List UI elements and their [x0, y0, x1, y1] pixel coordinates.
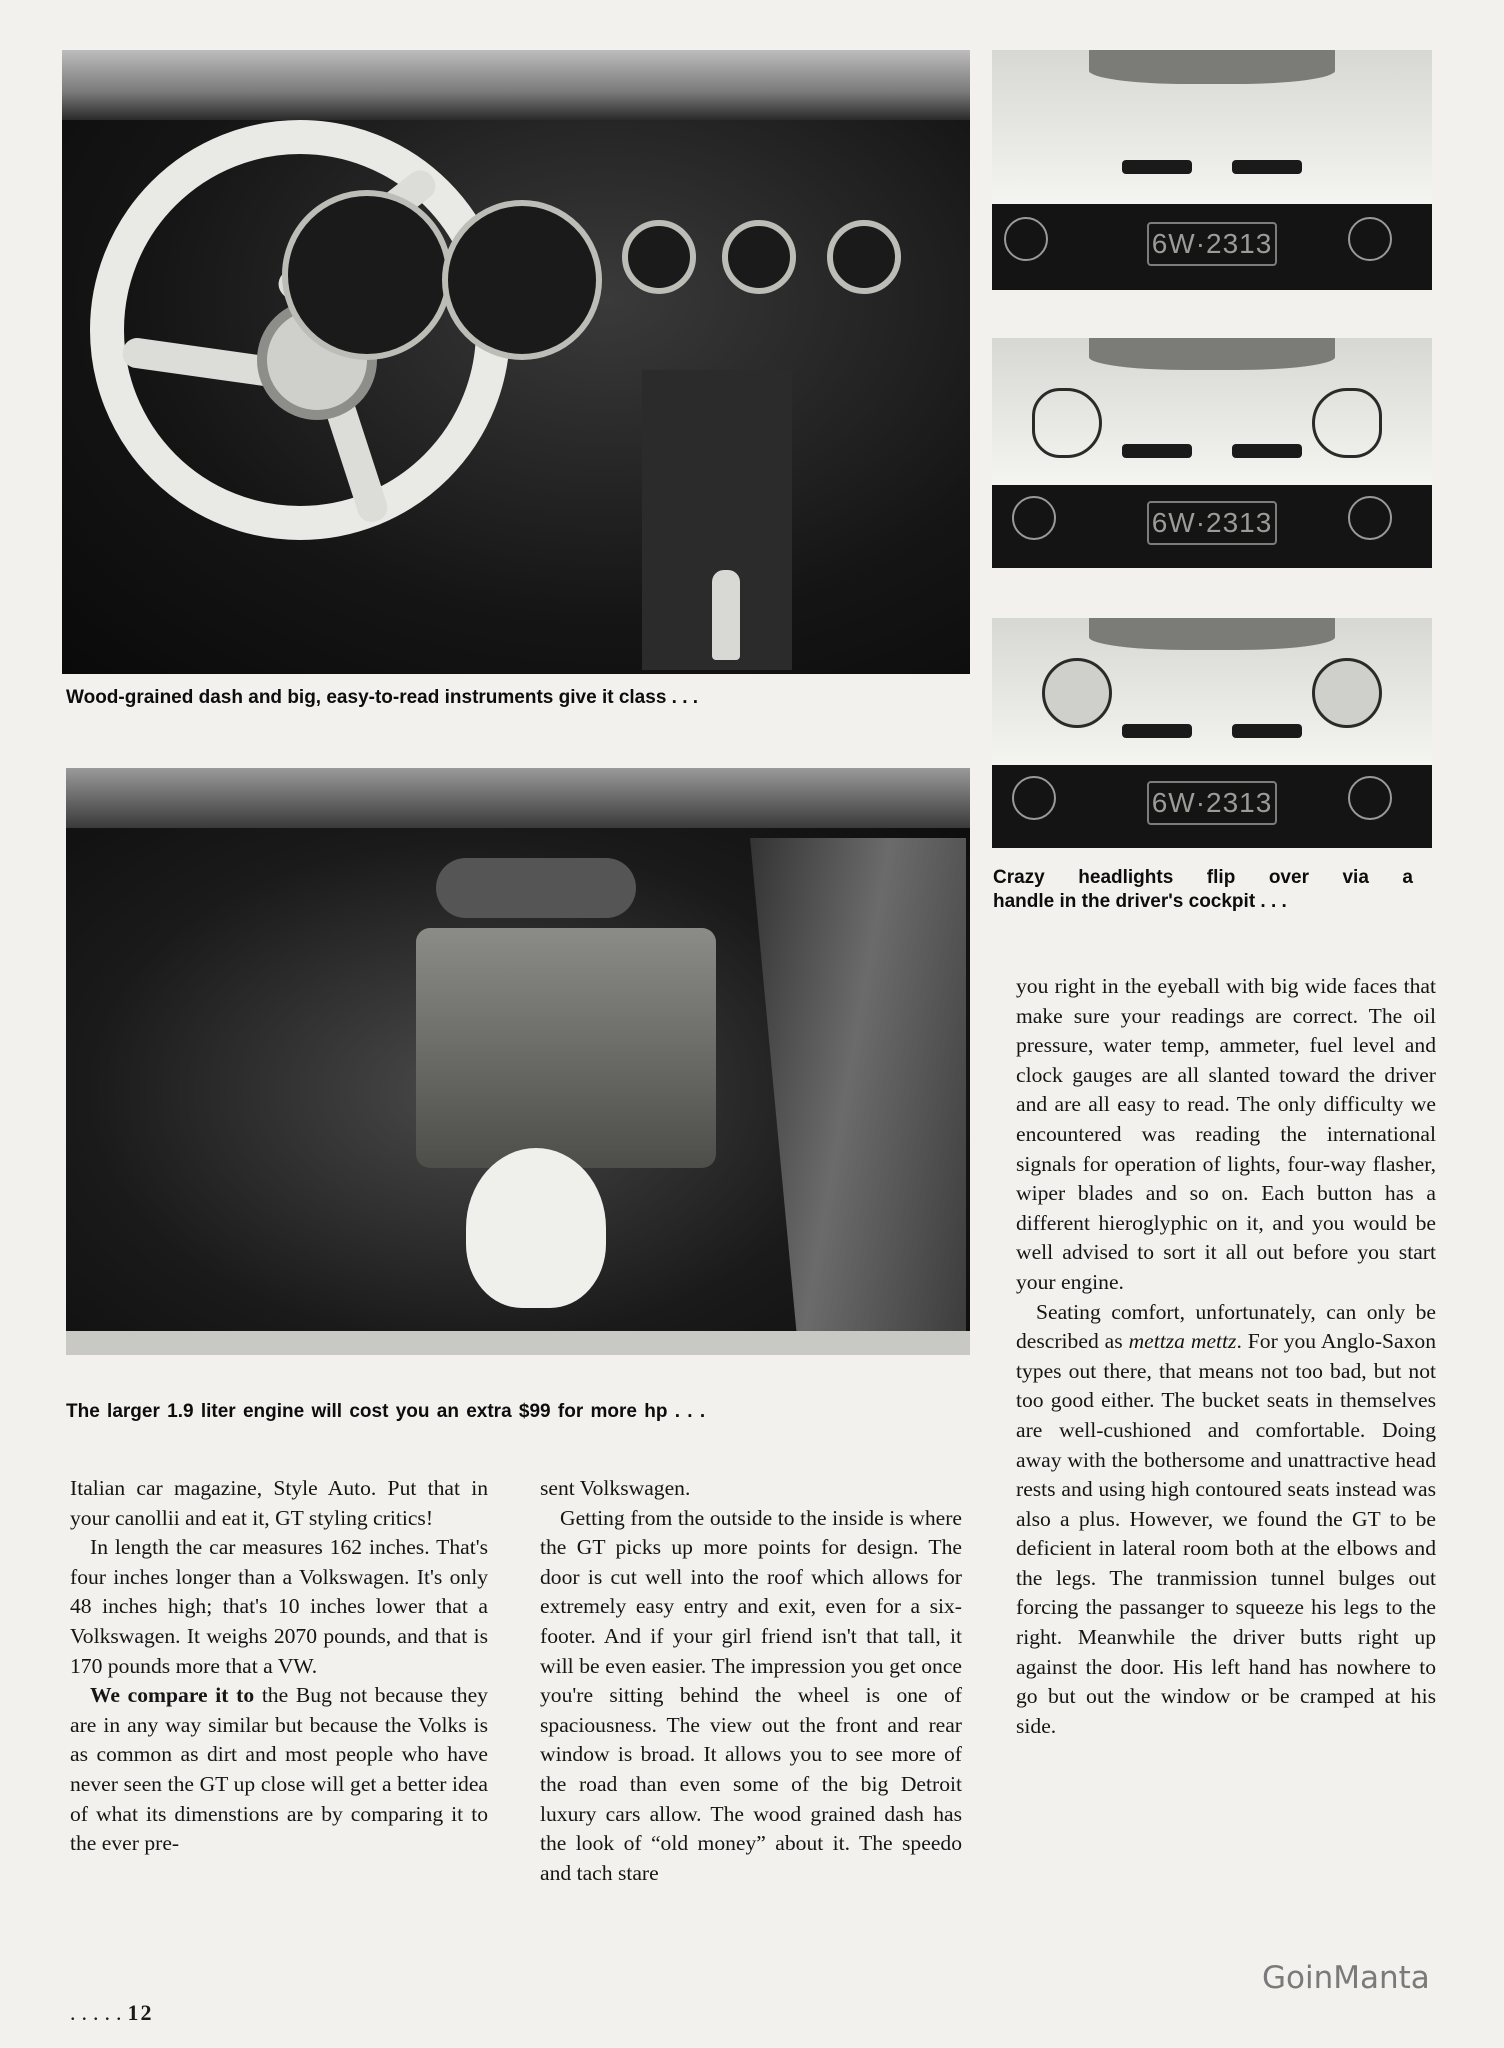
windshield — [62, 50, 970, 120]
washer-reservoir — [466, 1148, 606, 1308]
italic-phrase: mettza mettz — [1128, 1329, 1237, 1354]
paragraph: Getting from the outside to the inside is where the GT picks up more points for design. The door is cut well into the roof which allows for extremely easy entry and exit, even for a six-footer. And if your girl friend isn't that tall, it will be even easier. The impression you get once you're sitting behind the wheel is one of spaciousness. The view out the front and rear window is broad. It allows you to see more of the road than even some of the big Detroit luxury cars allow. The wood grained dash has the look of “old money” about it. The speedo and tach stare — [540, 1505, 962, 1885]
small-gauge — [827, 220, 901, 294]
small-gauge — [722, 220, 796, 294]
engine-block — [416, 928, 716, 1168]
paragraph: sent Volkswagen. — [540, 1476, 691, 1500]
tachometer — [442, 200, 602, 360]
dashboard-caption: Wood-grained dash and big, easy-to-read instruments give it class . . . — [66, 687, 699, 708]
headlights-caption: Crazy headlights flip over via a handle in the driver's cockpit . . . — [993, 867, 1413, 912]
article-column-1 — [70, 1474, 488, 1859]
front-view-photo-3 — [992, 618, 1432, 848]
article-column-2 — [540, 1474, 962, 1888]
engine-photo — [66, 768, 970, 1355]
license-plate: 6W·2313 — [1147, 781, 1277, 825]
front-view-photo-2 — [992, 338, 1432, 568]
front-view-photo-1 — [992, 50, 1432, 290]
paragraph: We compare it to the Bug not because they are in any way similar but because the Volks is as common as dirt and most people who have never seen the GT up close will get a better idea of what its dimenstions are by comparing it to the ever pre- — [70, 1683, 488, 1856]
gear-shifter — [712, 570, 740, 660]
run-in-lead: We compare it to — [90, 1683, 255, 1708]
speedometer — [282, 190, 452, 360]
engine-caption: The larger 1.9 liter engine will cost you an extra $99 for more hp . . . — [66, 1401, 706, 1422]
paragraph: In length the car measures 162 inches. That's four inches longer than a Volkswagen. It's only 48 inches high; that's 10 inches lower that a Volkswagen. It weighs 2070 pounds, and that is 170 pounds more that a VW. — [70, 1535, 488, 1678]
dashboard-photo — [62, 50, 970, 674]
page-number: .....12 — [70, 2000, 154, 2025]
paragraph: you right in the eyeball with big wide faces that make sure your readings are correct. The oil pressure, water temp, ammeter, fuel level and clock gauges are all slanted toward the driver and are all easy to read. The only difficulty we encountered was reading the international signals for operation of lights, four-way flasher, wiper blades and so on. Each button has a different hieroglyphic on it, and you would be well advised to sort it all out before you start your engine. — [1016, 974, 1436, 1294]
headlight — [1042, 658, 1112, 728]
headlight — [1312, 658, 1382, 728]
small-gauge — [622, 220, 696, 294]
paragraph: Italian car magazine, Style Auto. Put that in your canollii and eat it, GT styling critics! — [70, 1476, 488, 1530]
license-plate: 6W·2313 — [1147, 501, 1277, 545]
license-plate: 6W·2313 — [1147, 222, 1277, 266]
article-column-3 — [1016, 972, 1436, 1741]
inner-fender — [726, 838, 966, 1348]
watermark: GoinManta — [1262, 1960, 1430, 1996]
air-intake — [436, 858, 636, 918]
paragraph: Seating comfort, unfortunately, can only be described as mettza mettz. For you Anglo-Saxon types out there, that means not too bad, but not too good either. The bucket seats in themselves are well-cushioned and comfortable. Doing away with the bothersome and unattractive head rests and using high contoured seats instead was also a plus. However, we found the GT to be deficient in lateral room both at the elbows and the legs. The tranmission tunnel bulges out forcing the passanger to squeeze his legs to the right. Meanwhile the driver butts right up against the door. His left hand has nowhere to go but out the window or be cramped at his side. — [1016, 1299, 1436, 1738]
